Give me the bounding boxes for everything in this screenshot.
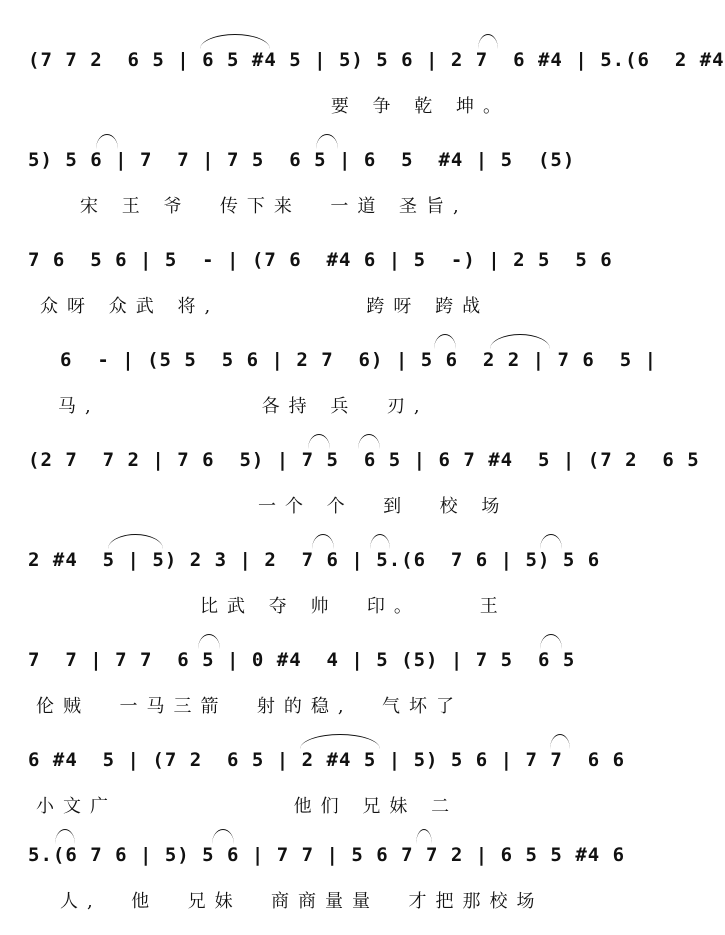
score-system-4 xyxy=(0,340,658,440)
notation-line: (7 7 2 6 5 | 6 5 #4 5 | 5) 5 6 | 2 7 6 #4 | 5.(6 2 #4 xyxy=(28,49,725,71)
notation-line: 6 #4 5 | (7 2 6 5 | 2 #4 5 | 5) 5 6 | 7 7 6 6 xyxy=(28,749,626,771)
score-system-3 xyxy=(0,240,613,340)
fermata-mark xyxy=(478,34,498,49)
lyric-line: 人, 他 兄妹 商商量量 才把那校场 xyxy=(60,891,544,912)
score-system-2 xyxy=(0,140,608,240)
notation-line: 2 #4 5 | 5) 2 3 | 2 7 6 | 5.(6 7 6 | 5) 5 6 xyxy=(28,549,601,571)
score-system-9 xyxy=(0,835,626,935)
score-system-7 xyxy=(0,640,608,740)
lyric-line: 马, 各持 兵 刃, xyxy=(58,396,429,417)
lyric-line: 一个 个 到 校 场 xyxy=(258,496,509,517)
score-system-1 xyxy=(0,40,725,140)
slur-mark xyxy=(200,34,270,49)
notation-line: 5.(6 7 6 | 5) 5 6 | 7 7 | 5 6 7 7 2 | 6 5 5 #4 6 xyxy=(28,844,626,866)
lyric-line: 要 争 乾 坤。 xyxy=(330,96,510,117)
lyric-line: 宋 王 爷 传下来 一道 圣旨, xyxy=(80,196,468,217)
notation-line: (2 7 7 2 | 7 6 5) | 7 5 6 5 | 6 7 #4 5 | (7 2 6 5 xyxy=(28,449,700,471)
notation-line: 7 7 | 7 7 6 5 | 0 #4 4 | 5 (5) | 7 5 6 5 xyxy=(28,649,576,671)
notation-line: 7 6 5 6 | 5 - | (7 6 #4 6 | 5 -) | 2 5 5 6 xyxy=(28,249,613,271)
lyric-line: 众呀 众武 将, 跨呀 跨战 xyxy=(40,296,490,317)
notation-line: 6 - | (5 5 5 6 | 2 7 6) | 5 6 2 2 | 7 6 5 | xyxy=(60,349,658,371)
score-system-5 xyxy=(0,440,700,540)
lyric-line: 小文广 他们 兄妹 二 xyxy=(36,796,459,817)
lyric-line: 比武 夺 帅 印。 王 xyxy=(200,596,507,617)
score-system-6 xyxy=(0,540,608,640)
notation-line: 5) 5 6 | 7 7 | 7 5 6 5 | 6 5 #4 | 5 (5) xyxy=(28,149,576,171)
score-system-8 xyxy=(0,740,626,840)
lyric-line: 伦贼 一马三箭 射的稳, 气坏了 xyxy=(36,696,464,717)
